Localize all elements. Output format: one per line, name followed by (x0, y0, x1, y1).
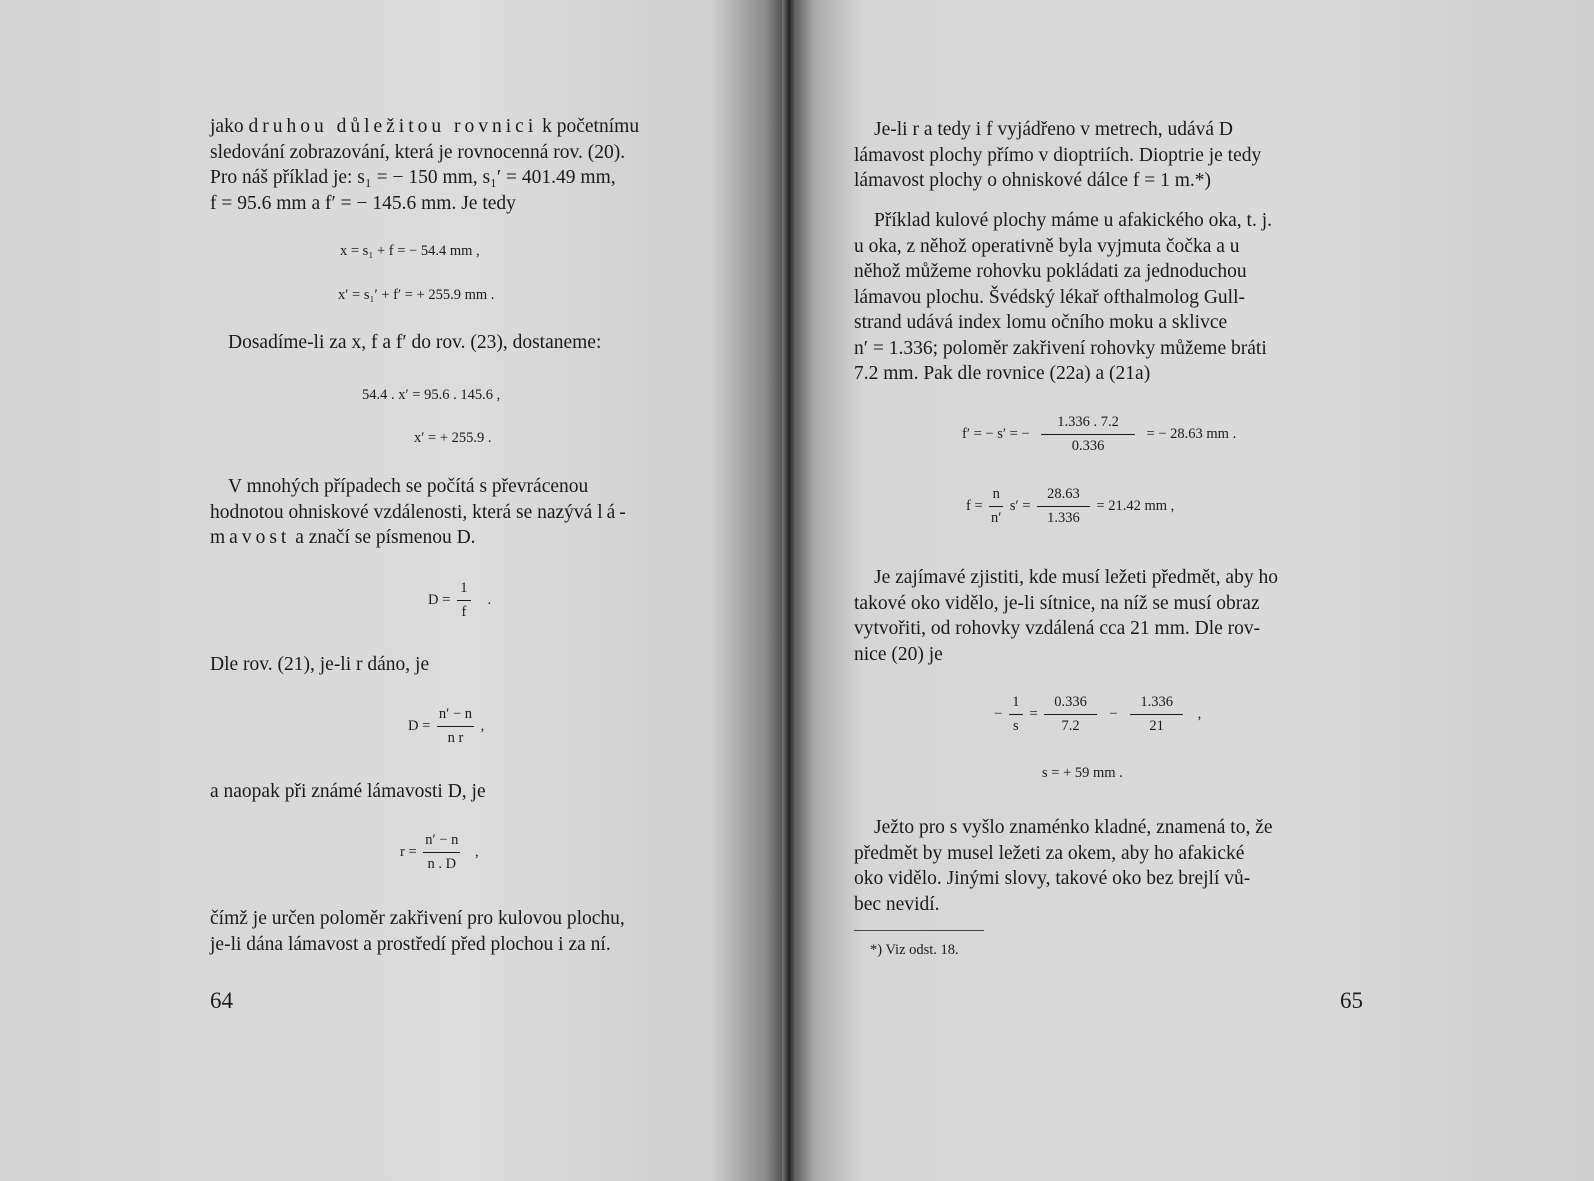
equation-x: x = s₁ + f = − 54.4 mm , (340, 243, 480, 259)
equation-focal-image: f′ = − s′ = − $\frac{1.336 . 7.2}{0.336}$ = − 28.63 mm . (962, 414, 1237, 454)
equation-radius: r = $\frac{n' - n}{n . D}$ , (400, 832, 479, 872)
right-p2-line-2: u oka, z něhož operativně byla vyjmuta čočka a u (854, 235, 1240, 257)
right-p4-line-3: oko vidělo. Jinými slovy, takové oko bez brejlí vů- (854, 868, 1251, 889)
footnote: *) Viz odst. 18. (870, 942, 959, 958)
left-paragraph-2: Dosadíme-li za x, f a f′ do rov. (23), dostaneme: (228, 332, 602, 353)
right-page (790, 0, 1594, 1181)
right-paragraph-3 (854, 565, 1374, 667)
equation-focal-object: f = $\frac{n}{n'}$ s′ = $\frac{28.63}{1.336}$ = 21.42 mm , (966, 486, 1175, 526)
right-p4-line-2: předmět by musel ležeti za okem, aby ho afakické (854, 842, 1245, 864)
left-p3-line-2: hodnotou ohniskové vzdálenosti, která se nazývá lá- (210, 501, 630, 523)
equation-D-refraction: D = $\frac{n' - n}{\text{n r}}$ , (408, 706, 485, 746)
equation-x-prime-result: x′ = + 255.9 . (414, 430, 492, 446)
right-paragraph-1 (854, 117, 1369, 194)
right-p3-line-3: vytvořiti, od rohovky vzdálená cca 21 mm. Dle rov- (854, 618, 1261, 639)
right-p4-line-4: bec nevidí. (854, 893, 940, 915)
left-p6-line-2: je-li dána lámavost a prostředí před plochou i za ní. (210, 933, 611, 955)
right-p1-line-2: lámavost plochy přímo v dioptriích. Dioptrie je tedy (854, 144, 1262, 166)
left-p1-line-4: f = 95.6 mm a f′ = − 145.6 mm. Je tedy (210, 192, 516, 214)
left-p1-line-2: sledování zobrazování, která je rovnocenná rov. (20). (210, 141, 626, 163)
right-p2-line-5: strand udává index lomu očního moku a sklivce (854, 312, 1228, 333)
right-p2-line-6: n′ = 1.336; poloměr zakřivení rohovky můžeme bráti (854, 337, 1267, 359)
left-p3-line-1: V mnohých případech se počítá s převrácenou (228, 476, 589, 497)
right-p2-line-4: lámavou plochu. Švédský lékař ofthalmolog Gull- (854, 286, 1246, 308)
equation-D-reciprocal: D = $\frac{1}{f}$ . (428, 580, 492, 620)
right-p4-line-1: Ježto pro s vyšlo znaménko kladné, znamená to, že (874, 817, 1273, 838)
right-p2-line-1: Příklad kulové plochy máme u afakického oka, t. j. (874, 210, 1273, 231)
left-paragraph-5: a naopak při známé lámavosti D, je (210, 781, 486, 802)
page-number-right: 65 (1340, 988, 1363, 1013)
right-paragraph-2 (854, 208, 1374, 387)
left-p1-line-1: jako druhou důležitou rovnici k početnímu (210, 116, 640, 137)
right-p1-line-3: lámavost plochy o ohniskové dálce f = 1 m.*) (854, 170, 1212, 191)
left-paragraph-4: Dle rov. (21), je-li r dáno, je (210, 654, 430, 675)
right-p2-line-3: něhož můžeme rohovku pokládati za jednoduchou (854, 261, 1247, 282)
equation-multiplication: 54.4 . x′ = 95.6 . 145.6 , (362, 387, 501, 403)
left-paragraph-3 (210, 474, 730, 551)
right-paragraph-4 (854, 815, 1374, 917)
equation-object-distance: − $\frac{1}{s}$ = $\frac{0.336}{7.2}$ − $\frac{1.336}{21}$ , (994, 694, 1202, 734)
left-paragraph-6 (210, 906, 735, 957)
left-p6-line-1: čímž je určen poloměr zakřivení pro kulovou plochu, (210, 908, 625, 929)
right-p3-line-2: takové oko vidělo, je-li sítnice, na níž se musí obraz (854, 592, 1260, 614)
left-paragraph-1 (210, 114, 730, 216)
footnote-rule (854, 930, 984, 931)
page-number-left: 64 (210, 988, 233, 1013)
book-gutter (782, 0, 796, 1181)
equation-x-prime: x′ = s₁′ + f′ = + 255.9 mm . (338, 287, 495, 303)
left-p3-line-3: mavost a značí se písmenou D. (210, 527, 476, 548)
right-p2-line-7: 7.2 mm. Pak dle rovnice (22a) a (21a) (854, 363, 1151, 384)
left-p1-line-3: Pro náš příklad je: s₁ = − 150 mm, s₁′ = 401.49 mm, (210, 167, 616, 188)
right-p1-line-1: Je-li r a tedy i f vyjádřeno v metrech, udává D (874, 119, 1233, 140)
right-p3-line-4: nice (20) je (854, 643, 943, 665)
right-p3-line-1: Je zajímavé zjistiti, kde musí ležeti předmět, aby ho (874, 567, 1278, 588)
equation-object-distance-result: s = + 59 mm . (1042, 765, 1123, 781)
left-page (0, 0, 790, 1181)
